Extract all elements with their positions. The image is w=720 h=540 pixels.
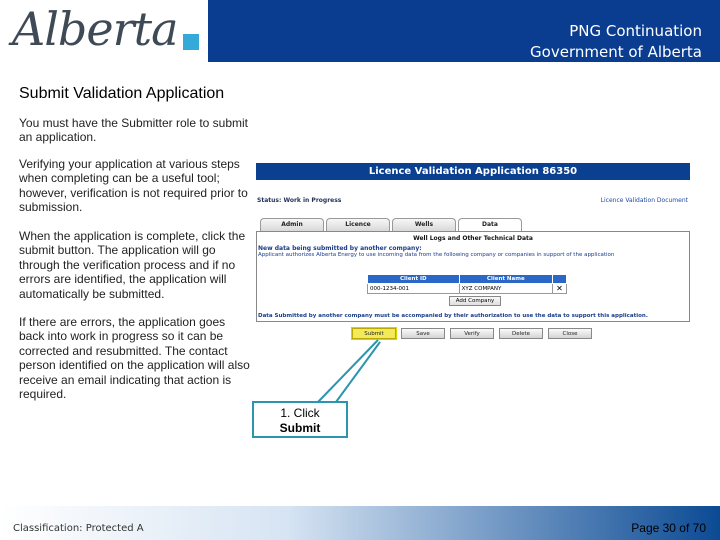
submit-button[interactable]: Submit — [352, 328, 396, 339]
paragraph-submitter-role: You must have the Submitter role to submit an application. — [19, 116, 249, 145]
header-title: PNG Continuation — [569, 22, 702, 40]
paragraph-verifying: Verifying your application at various steps when completing can be a useful tool; however, verification is not required prior to submission. — [19, 157, 248, 215]
header-subtitle: Government of Alberta — [530, 43, 702, 61]
column-header-client-id: Client ID — [368, 275, 460, 284]
verify-button[interactable]: Verify — [450, 328, 494, 339]
save-button[interactable]: Save — [401, 328, 445, 339]
close-button[interactable]: Close — [548, 328, 592, 339]
panel-heading: Well Logs and Other Technical Data — [413, 235, 533, 242]
screenshot-title: Licence Validation Application 86350 — [256, 163, 690, 180]
tab-admin[interactable]: Admin — [260, 218, 324, 231]
callout-step: 1. Click — [280, 406, 320, 420]
cell-client-name: XYZ COMPANY — [459, 284, 552, 294]
paragraph-errors: If there are errors, the application goes back into work in progress so it can be corrected and resubmitted. The contact person identified on the application will also receive an email indicating that action is required. — [19, 315, 250, 402]
authorization-text: Applicant authorizes Alberta Energy to use incoming data from the following company or companies in support of the application — [258, 252, 615, 258]
classification-label: Classification: Protected A — [13, 523, 144, 534]
validation-document-link[interactable]: Licence Validation Document — [600, 197, 688, 204]
new-data-label: New data being submitted by another company: — [258, 245, 422, 252]
page-number: Page 30 of 70 — [631, 521, 706, 535]
cell-client-id[interactable]: 000-1234-001 — [368, 284, 460, 294]
tab-wells[interactable]: Wells — [392, 218, 456, 231]
alberta-logo: Alberta — [12, 2, 178, 56]
callout-box — [252, 401, 348, 438]
paragraph-complete: When the application is complete, click the submit button. The application will go through the verification process and if no errors are identified, the application will automatically be submitted. — [19, 229, 246, 301]
callout-action: Submit — [279, 421, 321, 435]
submitted-note: Data Submitted by another company must be accompanied by their authorization to use the data to support this application. — [258, 313, 648, 319]
tab-data[interactable]: Data — [458, 218, 522, 231]
status-label: Status: Work in Progress — [257, 197, 342, 204]
tab-licence[interactable]: Licence — [326, 218, 390, 231]
delete-button[interactable]: Delete — [499, 328, 543, 339]
slide-title: Submit Validation Application — [19, 85, 225, 102]
delete-icon[interactable]: ✕ — [553, 284, 567, 294]
add-company-button[interactable]: Add Company — [449, 296, 501, 306]
column-header-client-name: Client Name — [459, 275, 552, 284]
